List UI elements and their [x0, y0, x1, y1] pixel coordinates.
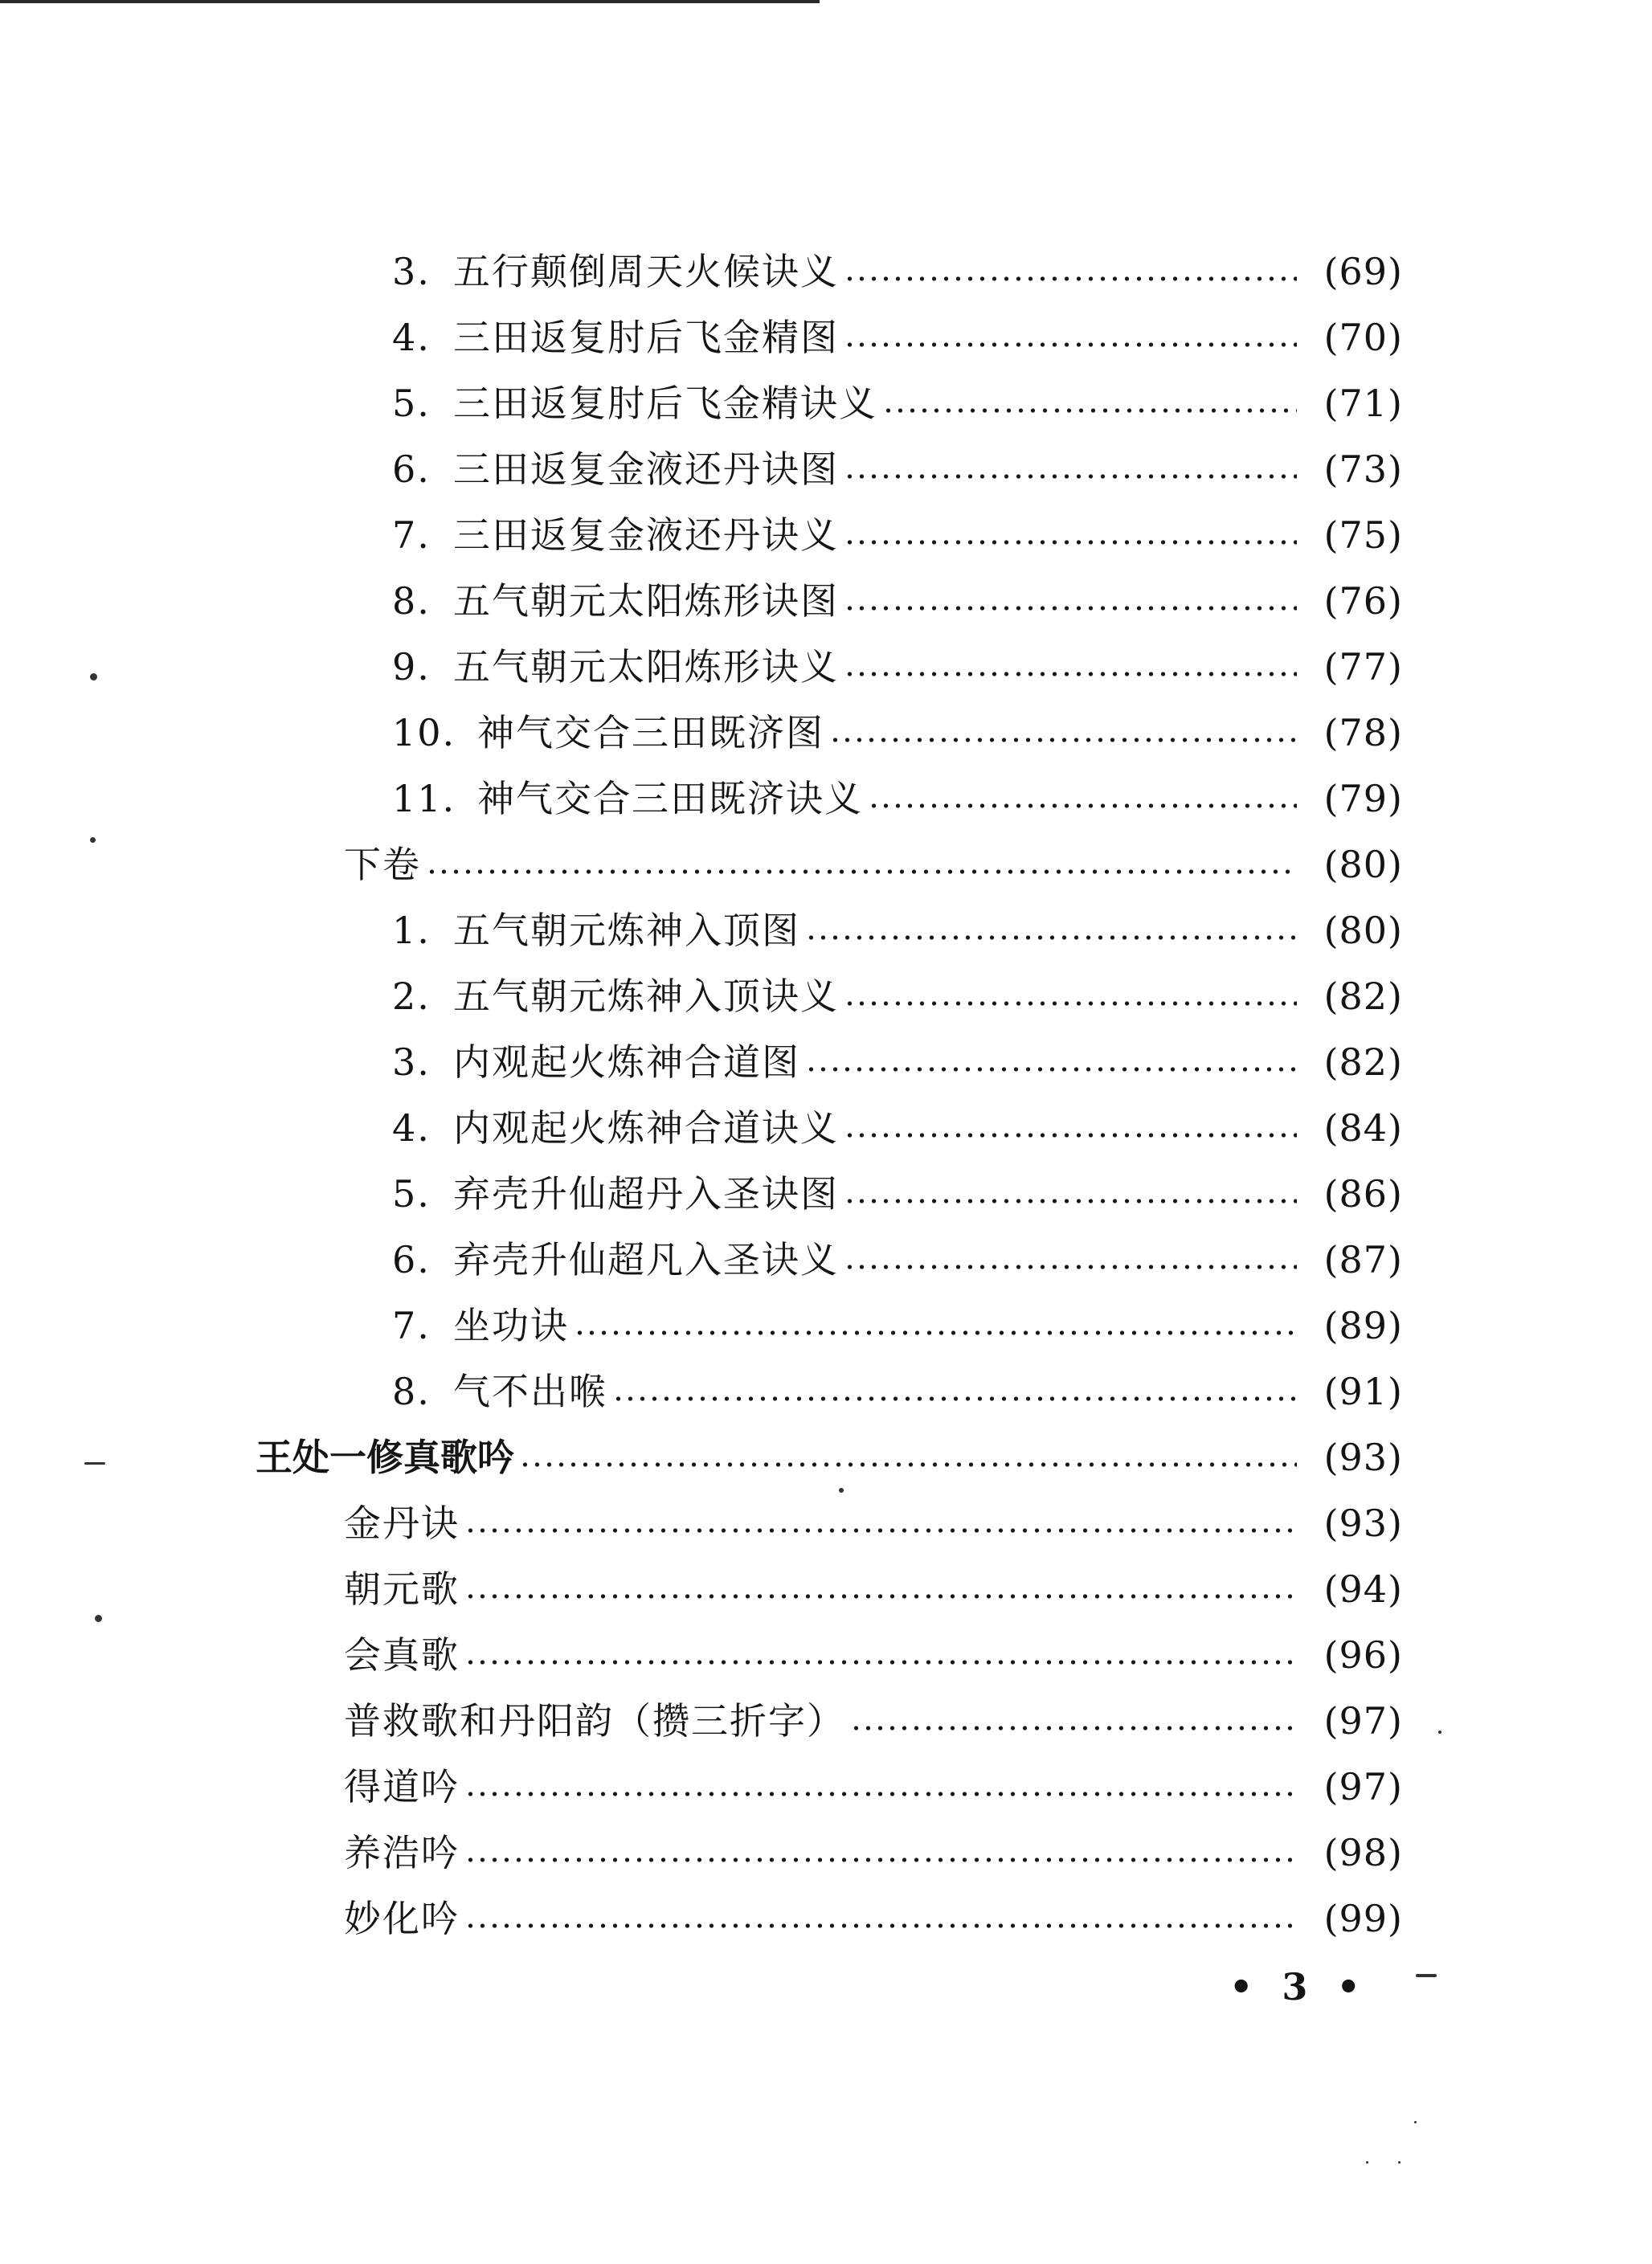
toc-entry: [344, 1755, 1403, 1819]
toc-entry-page: (76): [1323, 579, 1403, 623]
toc-entry-number: 3.: [392, 250, 431, 293]
toc-entry-title: 养浩吟: [344, 1831, 460, 1874]
toc-entry: [392, 964, 1403, 1028]
toc-entry-number: 5.: [392, 382, 431, 425]
toc-entry-number: 7.: [392, 1304, 431, 1347]
table-of-contents: [0, 239, 1652, 2007]
toc-entry: [392, 1030, 1403, 1094]
toc-dot-leader: [844, 635, 1297, 699]
toc-dot-leader: [426, 832, 1297, 897]
toc-entry-title: 普救歌和丹阳韵（攒三折字）: [344, 1699, 845, 1743]
toc-entry-page: (69): [1323, 250, 1403, 293]
toc-entry: [344, 1821, 1403, 1885]
scan-speck: [1414, 2121, 1417, 2123]
scan-speck: [90, 837, 96, 843]
toc-entry-page: (94): [1323, 1567, 1403, 1611]
toc-entry-number: 3.: [392, 1040, 431, 1084]
toc-entry: [256, 1425, 1403, 1490]
toc-entry-title: 坐功诀: [453, 1304, 569, 1347]
toc-entry-title: 得道吟: [344, 1765, 460, 1808]
toc-entry-page: (71): [1323, 382, 1403, 425]
toc-dot-leader: [805, 898, 1297, 962]
toc-entry: [392, 503, 1403, 567]
toc-entry-page: (91): [1323, 1370, 1403, 1413]
toc-dot-leader: [844, 569, 1297, 633]
toc-entry: [392, 239, 1403, 304]
toc-entry-title: 三田返复肘后飞金精诀义: [453, 382, 877, 425]
toc-dot-leader: [844, 437, 1297, 501]
toc-dot-leader: [882, 371, 1297, 435]
toc-entry-page: (77): [1323, 645, 1403, 689]
toc-entry-number: 6.: [392, 447, 431, 491]
toc-entry-number: 11.: [392, 777, 456, 820]
toc-entry-page: (86): [1323, 1172, 1403, 1216]
toc-entry-number: 8.: [392, 579, 431, 623]
toc-entry-page: (73): [1323, 447, 1403, 491]
scan-speck: [1366, 2161, 1368, 2164]
toc-entry-page: (97): [1323, 1765, 1403, 1808]
toc-dot-leader: [464, 1821, 1297, 1885]
toc-entry-number: 6.: [392, 1238, 431, 1281]
scan-speck: [1438, 1731, 1441, 1734]
toc-dot-leader: [829, 701, 1297, 765]
scan-speck: [839, 1488, 844, 1493]
scan-speck: [1398, 2161, 1401, 2164]
toc-dot-leader: [519, 1425, 1297, 1490]
toc-entry: [392, 371, 1403, 435]
top-rule: [0, 0, 820, 3]
toc-entry-page: (98): [1323, 1831, 1403, 1874]
toc-entry: [392, 1096, 1403, 1160]
toc-entry-title: 王处一修真歌吟: [256, 1436, 514, 1479]
toc-entry-title: 内观起火炼神合道诀义: [453, 1106, 839, 1150]
toc-entry-title: 气不出喉: [453, 1370, 607, 1413]
toc-entry: [392, 437, 1403, 501]
toc-entry-title: 神气交合三田既济诀义: [477, 777, 863, 820]
toc-entry-number: 8.: [392, 1370, 431, 1413]
toc-entry: [392, 898, 1403, 962]
toc-entry-title: 金丹诀: [344, 1502, 460, 1545]
toc-entry-title: 五气朝元炼神入顶图: [453, 909, 800, 952]
toc-dot-leader: [850, 1689, 1297, 1753]
toc-entry-page: (84): [1323, 1106, 1403, 1150]
toc-entry-page: (97): [1323, 1699, 1403, 1743]
toc-dot-leader: [844, 503, 1297, 567]
toc-entry: [392, 1293, 1403, 1358]
toc-entry: [392, 1359, 1403, 1424]
toc-entry-page: (99): [1323, 1897, 1403, 1940]
scan-speck: [1416, 1974, 1437, 1977]
toc-entry-page: (82): [1323, 1040, 1403, 1084]
toc-entry-number: 9.: [392, 645, 431, 689]
toc-dot-leader: [464, 1491, 1297, 1555]
toc-entry: [344, 1623, 1403, 1687]
toc-entry-page: (93): [1323, 1436, 1403, 1479]
toc-entry: [392, 701, 1403, 765]
page-number: • 3 •: [1229, 1965, 1368, 2009]
toc-dot-leader: [844, 1096, 1297, 1160]
toc-entry-title: 下卷: [344, 843, 421, 886]
toc-entry-number: 7.: [392, 513, 431, 557]
toc-entry-number: 1.: [392, 909, 431, 952]
toc-entry: [344, 1689, 1403, 1753]
toc-dot-leader: [844, 964, 1297, 1028]
toc-entry-page: (93): [1323, 1502, 1403, 1545]
toc-entry-page: (82): [1323, 975, 1403, 1018]
toc-dot-leader: [464, 1623, 1297, 1687]
toc-dot-leader: [844, 239, 1297, 304]
toc-dot-leader: [844, 1162, 1297, 1226]
scan-speck: [90, 673, 97, 680]
toc-entry-title: 会真歌: [344, 1633, 460, 1677]
toc-entry: [392, 635, 1403, 699]
toc-entry: [392, 1228, 1403, 1292]
toc-entry-title: 三田返复肘后飞金精图: [453, 316, 839, 359]
toc-dot-leader: [464, 1886, 1297, 1951]
toc-entry-title: 弃壳升仙超凡入圣诀义: [453, 1238, 839, 1281]
toc-entry-title: 五行颠倒周天火候诀义: [453, 250, 839, 293]
toc-dot-leader: [574, 1293, 1297, 1358]
toc-entry: [392, 1162, 1403, 1226]
toc-entry-title: 弃壳升仙超丹入圣诀图: [453, 1172, 839, 1216]
toc-dot-leader: [844, 305, 1297, 370]
toc-dot-leader: [464, 1557, 1297, 1621]
toc-dot-leader: [805, 1030, 1297, 1094]
toc-entry-page: (89): [1323, 1304, 1403, 1347]
toc-entry-number: 4.: [392, 1106, 431, 1150]
toc-dot-leader: [464, 1755, 1297, 1819]
toc-dot-leader: [868, 766, 1297, 831]
toc-entry: [392, 569, 1403, 633]
toc-entry: [344, 1491, 1403, 1555]
toc-entry-page: (79): [1323, 777, 1403, 820]
toc-entry-page: (80): [1323, 909, 1403, 952]
toc-entry-number: 2.: [392, 975, 431, 1018]
scan-speck: [95, 1615, 102, 1622]
toc-entry: [344, 832, 1403, 897]
toc-entry-page: (87): [1323, 1238, 1403, 1281]
toc-entry-title: 三田返复金液还丹诀义: [453, 513, 839, 557]
scan-speck: [84, 1462, 105, 1465]
toc-entry-title: 内观起火炼神合道图: [453, 1040, 800, 1084]
toc-entry-page: (70): [1323, 316, 1403, 359]
toc-entry-page: (80): [1323, 843, 1403, 886]
toc-entry-title: 妙化吟: [344, 1897, 460, 1940]
toc-entry-title: 五气朝元太阳炼形诀图: [453, 579, 839, 623]
toc-entry-title: 五气朝元炼神入顶诀义: [453, 975, 839, 1018]
toc-entry-title: 神气交合三田既济图: [477, 711, 824, 754]
toc-entry-page: (96): [1323, 1633, 1403, 1677]
toc-entry-page: (75): [1323, 513, 1403, 557]
toc-dot-leader: [844, 1228, 1297, 1292]
toc-entry-title: 五气朝元太阳炼形诀义: [453, 645, 839, 689]
toc-entry-number: 10.: [392, 711, 456, 754]
toc-entry-number: 4.: [392, 316, 431, 359]
toc-entry: [344, 1886, 1403, 1951]
toc-entry: [344, 1557, 1403, 1621]
toc-entry-page: (78): [1323, 711, 1403, 754]
toc-dot-leader: [612, 1359, 1297, 1424]
toc-entry-title: 三田返复金液还丹诀图: [453, 447, 839, 491]
toc-entry-number: 5.: [392, 1172, 431, 1216]
toc-entry: [392, 305, 1403, 370]
toc-entry: [392, 766, 1403, 831]
toc-entry-title: 朝元歌: [344, 1567, 460, 1611]
